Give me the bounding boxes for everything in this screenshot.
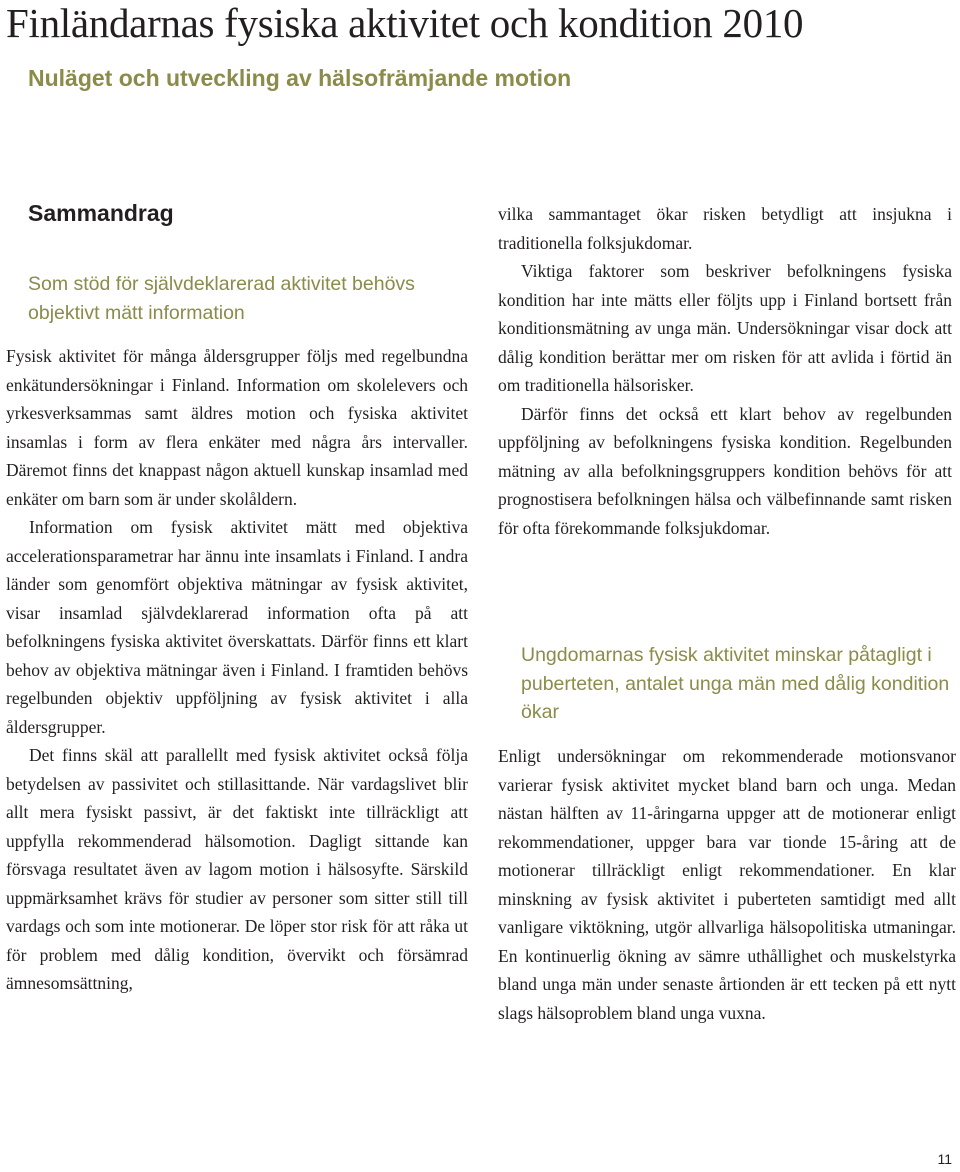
paragraph: Fysisk aktivitet för många åldersgrupper följs med regelbundna enkätundersökningar i Finland. Information om skolelevers och yrkesverksammas samt äldres motion och fysiska aktivitet insamlas i form av flera enkäter med några års intervaller. Däremot finns det knappast någon aktuell kunskap insamlad med enkäter om barn som är under skolåldern. [6,346,468,509]
paragraph: Information om fysisk aktivitet mätt med objektiva accelerationsparametrar har ännu inte insamlats i Finland. I andra länder som genomfört objektiva mätningar av fysisk aktivitet, visar insamlad självdeklarerad information ofta på att befolkningens fysiska aktivitet överskattats. Därför finns ett klart behov av objektiva mätningar även i Finland. I framtiden behövs regelbunden objektiv uppföljning av fysisk aktivitet i alla åldersgrupper. [6,517,468,737]
page-title: Finländarnas fysiska aktivitet och kondition 2010 [6,0,804,46]
left-column-body [6,342,468,998]
paragraph: Därför finns det också ett klart behov av regelbunden uppföljning av befolkningens fysiska kondition. Regelbunden mätning av alla befolkningsgruppers kondition behövs för att prognostisera befolkningen hälsa och välbefinnande samt risken för ofta förekommande folksjukdomar. [498,403,952,538]
paragraph: Enligt undersökningar om rekommenderade motionsvanor varierar fysisk aktivitet mycket bland barn och unga. Medan nästan hälften av 11-åringarna uppger att de motionerar enligt rekommendationer, uppger bara var tionde 15-åring att de motionerar tillräckligt enligt rekommendationer. En klar minskning av fysisk aktivitet i puberteten samtidigt med allt vanligare viktökning, utgör allvarliga hälsopolitiska utmaningar. En kontinuerlig ökning av sämre uthållighet och muskelstyrka bland unga män under senaste årtionden är ett tecken på ett nytt slags hälsoproblem bland unga vuxna. [498,746,956,1023]
page-number: 11 [937,1151,952,1167]
paragraph: Det finns skäl att parallellt med fysisk aktivitet också följa betydelsen av passivitet och stillasittande. När vardagslivet blir allt mera fysiskt passivt, är det faktiskt inte tillräckligt att uppfylla rekommenderad hälsomotion. Dagligt sittande kan försvaga resultatet även av lagom motion i hälsosyfte. Särskild uppmärksamhet krävs för studier av personer som sitter still till vardags och som inte motionerar. De löper stor risk för att råka ut för problem med dålig kondition, övervikt och försämrad ämnesomsättning, [6,745,468,993]
paragraph: Viktiga faktorer som beskriver befolkningens fysiska kondition har inte mätts eller följts upp i Finland bortsett från konditionsmätning av unga män. Undersökningar visar dock att dålig kondition berättar mer om risken för att avlida i förtid än om traditionella hälsorisker. [498,261,952,395]
paragraph: vilka sammantaget ökar risken betydligt att insjukna i traditionella folksjukdomar. [498,204,952,253]
right-column-body-bottom [498,742,956,1027]
right-column-body-top [498,200,952,542]
subheading-youth-activity: Ungdomarnas fysisk aktivitet minskar påtagligt i puberteten, antalet unga män med dålig kondition ökar [521,644,950,723]
section-heading-summary: Sammandrag [28,200,174,226]
subheading-objective-information: Som stöd för självdeklarerad aktivitet behövs objektivt mätt information [28,273,415,324]
page-subtitle: Nuläget och utveckling av hälsofrämjande motion [28,65,572,91]
